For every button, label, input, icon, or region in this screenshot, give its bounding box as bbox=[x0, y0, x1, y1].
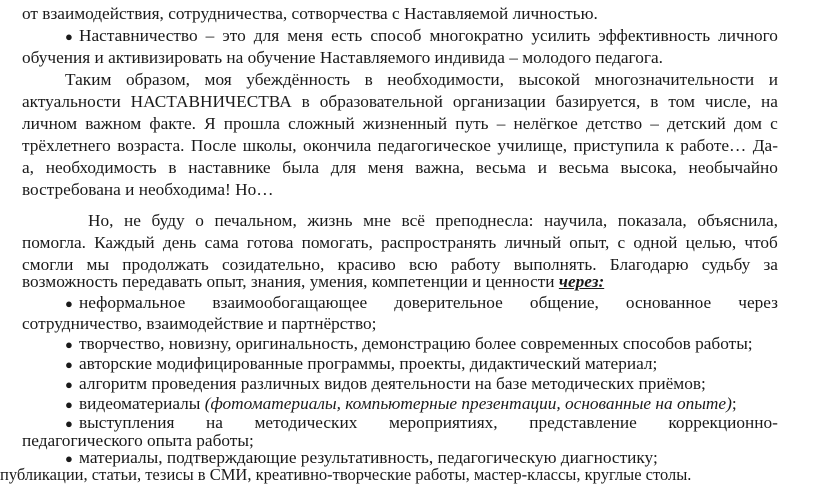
word: продолжать bbox=[122, 255, 209, 274]
word: нелёгкое bbox=[513, 114, 578, 133]
word: есть bbox=[331, 26, 363, 45]
word: одной bbox=[633, 233, 678, 252]
word: трёхлетнего bbox=[22, 136, 111, 155]
word: Да- bbox=[752, 136, 778, 155]
word: показала, bbox=[617, 211, 687, 230]
word: детский bbox=[667, 114, 726, 133]
word: личный bbox=[504, 233, 562, 252]
paragraph-line bbox=[65, 69, 778, 91]
paragraph-line bbox=[22, 232, 778, 254]
bullet-icon: ● bbox=[65, 337, 73, 352]
word: эффективность bbox=[598, 26, 711, 45]
word: с bbox=[770, 114, 778, 133]
word: основанное bbox=[625, 293, 712, 312]
word: меня bbox=[287, 26, 324, 45]
word: – bbox=[205, 26, 215, 45]
word: научила, bbox=[543, 211, 608, 230]
word: числе, bbox=[704, 92, 752, 111]
bullet-item-video bbox=[65, 393, 816, 415]
paragraph-line bbox=[22, 3, 816, 25]
word: мне bbox=[363, 211, 391, 230]
text-line-19-end: ; bbox=[731, 394, 737, 413]
word: преподнесла: bbox=[435, 211, 534, 230]
word: всю bbox=[409, 255, 438, 274]
word: доверительное bbox=[394, 293, 503, 312]
word: на bbox=[761, 92, 778, 111]
word: Я bbox=[204, 114, 216, 133]
word: организации bbox=[452, 92, 546, 111]
bullet-icon: ● bbox=[65, 377, 73, 392]
bullet-item-speeches bbox=[65, 413, 778, 432]
word: это bbox=[222, 26, 246, 45]
word: жизнь bbox=[307, 211, 353, 230]
bullet-icon: ● bbox=[65, 397, 73, 412]
word: коррекционно- bbox=[668, 413, 778, 432]
word: через bbox=[738, 293, 778, 312]
text-line-18: алгоритм проведения различных видов деятельности на базе методических приёмов; bbox=[79, 374, 706, 393]
word: усилить bbox=[531, 26, 591, 45]
word: красиво bbox=[337, 255, 396, 274]
word: представление bbox=[529, 413, 637, 432]
word: была bbox=[282, 158, 319, 177]
word: том bbox=[668, 92, 695, 111]
word: на bbox=[205, 413, 223, 432]
word: работу bbox=[450, 255, 501, 274]
paragraph-line bbox=[88, 210, 778, 232]
word: необходимость bbox=[45, 158, 157, 177]
word: целью, bbox=[685, 233, 737, 252]
bullet-icon: ● bbox=[65, 451, 73, 466]
bullet-item-communication bbox=[65, 292, 778, 314]
text-line-23: публикации, статьи, тезисы в СМИ, креативно-творческие работы, мастер-классы, круглые столы. bbox=[0, 465, 692, 484]
text-line-1: от взаимодействия, сотрудничества, сотворчества с Наставляемой личностью. bbox=[22, 4, 598, 23]
word: важном bbox=[85, 114, 142, 133]
word: мероприятиях, bbox=[388, 413, 498, 432]
word: школы, bbox=[242, 136, 297, 155]
word: Каждый bbox=[94, 233, 155, 252]
word: выполнять. bbox=[513, 255, 597, 274]
text-line-15: сотрудничество, взаимодействие и партнёрство; bbox=[22, 314, 377, 333]
paragraph-line bbox=[22, 179, 816, 201]
paragraph-line bbox=[0, 466, 816, 484]
word: многозначительности bbox=[594, 70, 755, 89]
paragraph-line bbox=[22, 113, 778, 135]
word: возраста. bbox=[117, 136, 185, 155]
word: в bbox=[301, 92, 310, 111]
word: судьбу bbox=[701, 255, 751, 274]
word: работе… bbox=[680, 136, 747, 155]
word: опыт, bbox=[569, 233, 610, 252]
word: общение, bbox=[529, 293, 599, 312]
word: чтоб bbox=[744, 233, 778, 252]
word: важна, bbox=[415, 158, 465, 177]
word: Таким bbox=[65, 70, 112, 89]
word: распространять bbox=[380, 233, 497, 252]
bullet-item-creativity bbox=[65, 333, 816, 355]
text-line-3: обучения и активизировать на обучение Наставляемого индивида – молодого педагога. bbox=[22, 48, 663, 67]
word: день bbox=[162, 233, 197, 252]
text-line-17: авторские модифицированные программы, проекты, дидактический материал; bbox=[79, 354, 658, 373]
word: наставнике bbox=[188, 158, 271, 177]
word: сама bbox=[204, 233, 239, 252]
word: смогли bbox=[22, 255, 74, 274]
word: помогать, bbox=[301, 233, 373, 252]
text-line-9: востребована и необходима! Но… bbox=[22, 180, 274, 199]
bullet-icon: ● bbox=[65, 296, 73, 311]
word: печальном, bbox=[214, 211, 297, 230]
word: многократно bbox=[429, 26, 524, 45]
word: весьма bbox=[558, 158, 609, 177]
word: с bbox=[617, 233, 626, 252]
word: окончила bbox=[302, 136, 372, 155]
word: мы bbox=[86, 255, 110, 274]
bullet-item-programs bbox=[65, 353, 816, 375]
word: буду bbox=[151, 211, 185, 230]
word: для bbox=[253, 26, 280, 45]
word: необычайно bbox=[688, 158, 778, 177]
word: за bbox=[763, 255, 778, 274]
word: дом bbox=[733, 114, 762, 133]
text-line-19: видеоматериалы bbox=[79, 394, 201, 413]
word: в bbox=[364, 70, 373, 89]
word: училище, bbox=[497, 136, 568, 155]
word: сложный bbox=[288, 114, 355, 133]
text-line-13: возможность передавать опыт, знания, умения, компетенции и ценности bbox=[22, 272, 555, 291]
word: ● Наставничество bbox=[65, 25, 198, 47]
word: актуальности bbox=[22, 92, 121, 111]
word: прошла bbox=[223, 114, 280, 133]
text-line-22: материалы, подтверждающие результативность, педагогическую диагностику; bbox=[79, 448, 658, 467]
paragraph-line bbox=[22, 157, 778, 179]
paragraph-line bbox=[22, 135, 778, 157]
word: Благодарю bbox=[609, 255, 689, 274]
word: После bbox=[190, 136, 237, 155]
bullet-item-mentoring bbox=[65, 25, 778, 47]
paragraph-line bbox=[22, 47, 816, 69]
word: детство bbox=[585, 114, 643, 133]
word: в bbox=[650, 92, 659, 111]
word: необходимости, bbox=[387, 70, 504, 89]
word: о bbox=[195, 211, 204, 230]
word: готова bbox=[246, 233, 294, 252]
text-line-16: творчество, новизну, оригинальность, демонстрацию более современных способов работы; bbox=[79, 334, 753, 353]
word: не bbox=[124, 211, 141, 230]
word: высокой bbox=[518, 70, 580, 89]
word: – bbox=[650, 114, 659, 133]
word: способ bbox=[370, 26, 422, 45]
bullet-item-algorithm bbox=[65, 373, 816, 395]
word: жизненный bbox=[362, 114, 448, 133]
word: весьма bbox=[475, 158, 526, 177]
word: – bbox=[496, 114, 506, 133]
paragraph-line bbox=[22, 91, 778, 113]
text-line-21: педагогического опыта работы; bbox=[22, 431, 254, 450]
word: ● неформальное bbox=[65, 292, 185, 314]
word: базируется, bbox=[555, 92, 641, 111]
emphasis-through: через: bbox=[558, 272, 605, 291]
word: в bbox=[168, 158, 177, 177]
word: ● выступления bbox=[65, 413, 175, 432]
word: созидательно, bbox=[221, 255, 325, 274]
word: а, bbox=[22, 158, 34, 177]
word: всё bbox=[401, 211, 425, 230]
word: для bbox=[330, 158, 357, 177]
word: Но, bbox=[88, 211, 114, 230]
word: высока, bbox=[620, 158, 677, 177]
word: приступила bbox=[573, 136, 660, 155]
word: педагогическое bbox=[377, 136, 491, 155]
bullet-icon: ● bbox=[65, 357, 73, 372]
word: и bbox=[537, 158, 547, 177]
paragraph-line bbox=[22, 313, 816, 335]
word: взаимообогащающее bbox=[212, 293, 368, 312]
word: моя bbox=[204, 70, 232, 89]
word: образом, bbox=[125, 70, 190, 89]
word: и bbox=[768, 70, 778, 89]
word: личного bbox=[718, 26, 778, 45]
word: личном bbox=[22, 114, 78, 133]
paragraph-line bbox=[22, 271, 816, 293]
bullet-icon: ● bbox=[65, 29, 73, 44]
word: помогла. bbox=[22, 233, 86, 252]
word: к bbox=[665, 136, 674, 155]
word: путь bbox=[455, 114, 489, 133]
word: методических bbox=[254, 413, 358, 432]
word: убеждённость bbox=[246, 70, 351, 89]
italic-note: (фотоматериалы, компьютерные презентации, основанные на опыте) bbox=[204, 394, 732, 413]
word: НАСТАВНИЧЕСТВА bbox=[130, 92, 292, 111]
word: меня bbox=[367, 158, 404, 177]
word: объяснила, bbox=[697, 211, 778, 230]
word: образовательной bbox=[319, 92, 443, 111]
bullet-icon: ● bbox=[65, 416, 73, 431]
word: факте. bbox=[149, 114, 196, 133]
